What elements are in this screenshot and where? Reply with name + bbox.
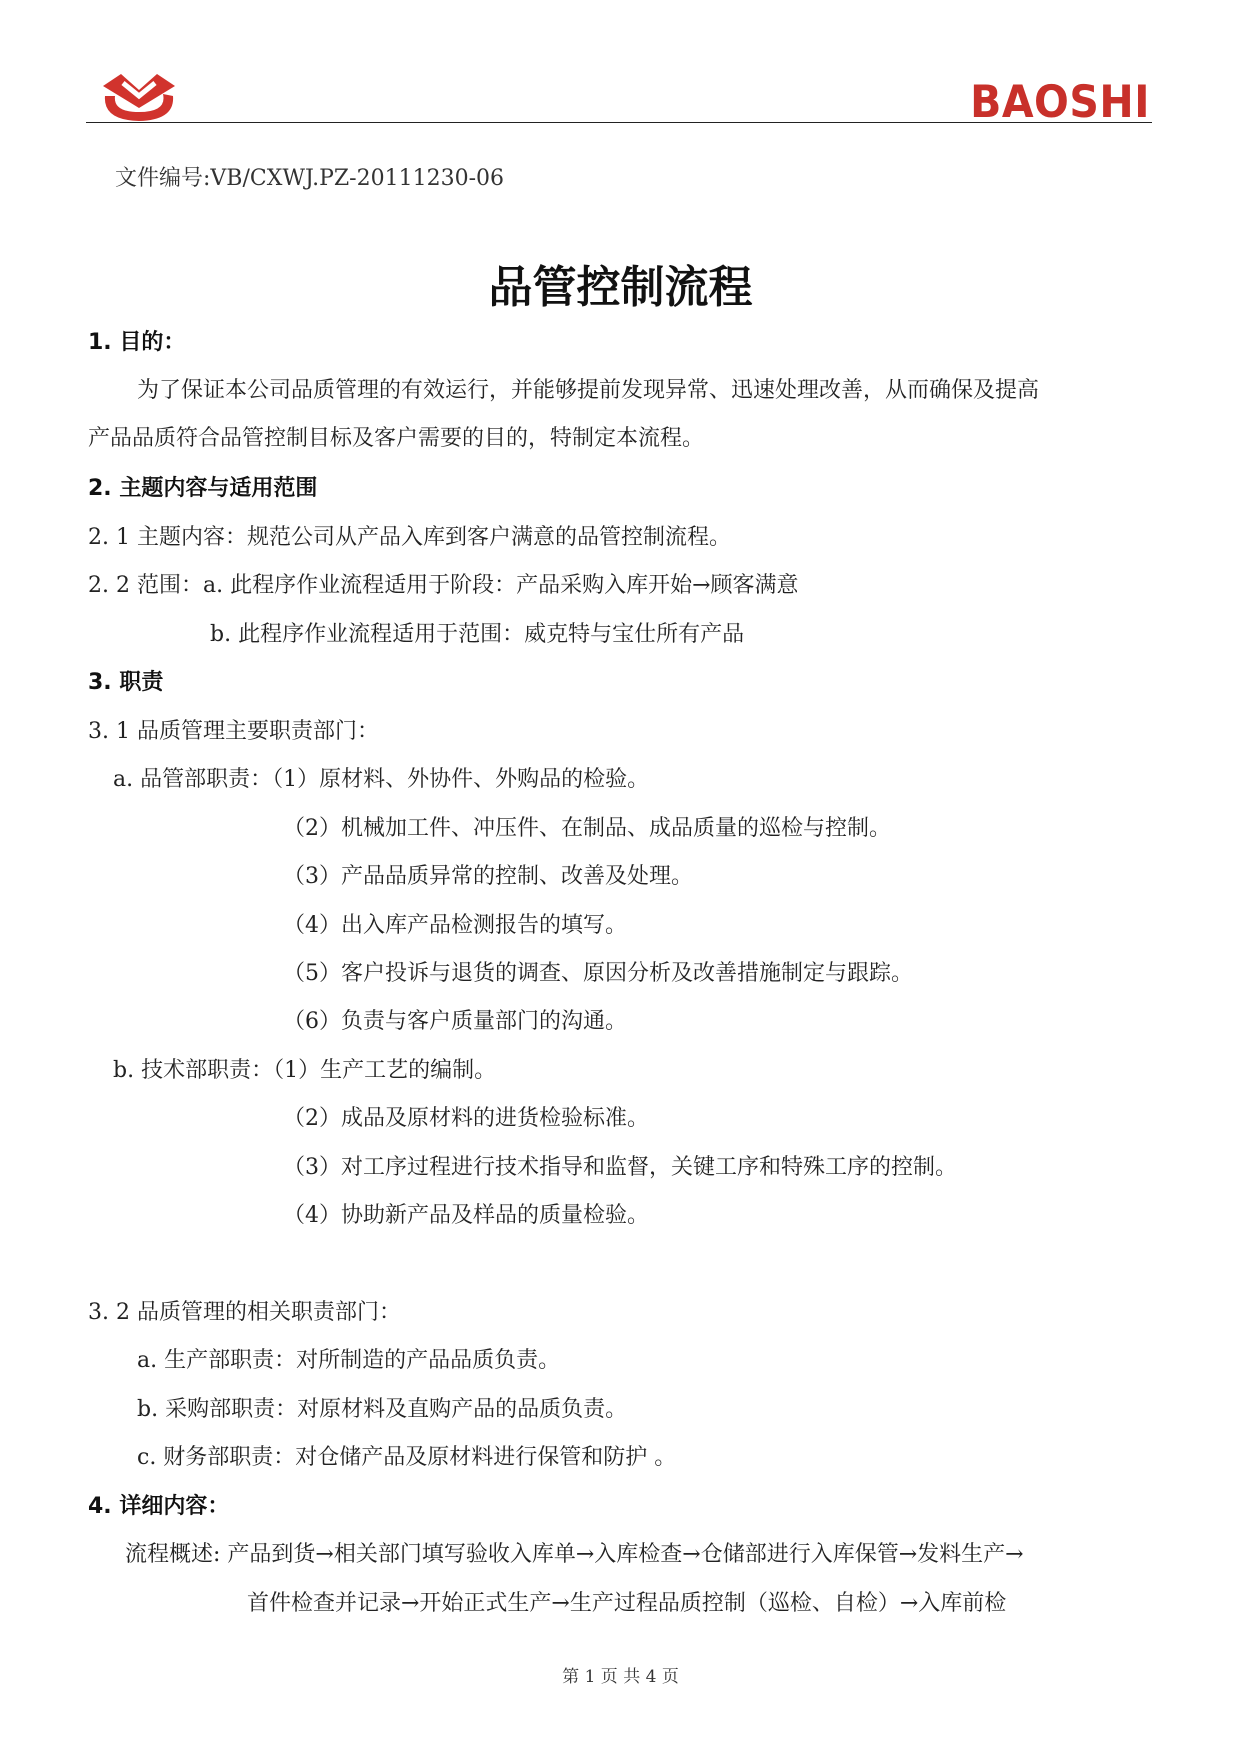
section-2-2-scope-a: 2. 2 范围：a. 此程序作业流程适用于阶段：产品采购入库开始→顾客满意 <box>88 573 799 598</box>
vb-logo-icon <box>99 74 179 124</box>
tech-dept-duty-2: （2）成品及原材料的进货检验标准。 <box>283 1106 649 1131</box>
section-2-heading: 2. 主题内容与适用范围 <box>88 476 318 501</box>
section-2-2-scope-b: b. 此程序作业流程适用于范围：威克特与宝仕所有产品 <box>210 622 745 647</box>
tech-dept-duty-1: b. 技术部职责：（1）生产工艺的编制。 <box>113 1058 497 1083</box>
quality-dept-duty-2: （2）机械加工件、冲压件、在制品、成品质量的巡检与控制。 <box>283 816 891 841</box>
section-3-heading: 3. 职责 <box>88 670 164 695</box>
quality-dept-duty-5: （5）客户投诉与退货的调查、原因分析及改善措施制定与跟踪。 <box>283 961 913 986</box>
quality-dept-duty-1: a. 品管部职责：（1）原材料、外协件、外购品的检验。 <box>113 767 650 792</box>
process-overview-line-2: 首件检查并记录→开始正式生产→生产过程品质控制（巡检、自检）→入库前检 <box>247 1591 1007 1616</box>
process-overview-line-1: 流程概述: 产品到货→相关部门填写验收入库单→入库检查→仓储部进行入库保管→发料生产→ <box>125 1542 1024 1567</box>
section-1-paragraph-line-1: 为了保证本公司品质管理的有效运行，并能够提前发现异常、迅速处理改善，从而确保及提高 <box>137 378 1040 403</box>
section-4-heading: 4. 详细内容： <box>88 1494 230 1519</box>
page-number-footer: 第 1 页 共 4 页 <box>562 1667 679 1687</box>
header-divider <box>86 122 1152 123</box>
section-1-paragraph-line-2: 产品品质符合品管控制目标及客户需要的目的，特制定本流程。 <box>88 426 705 451</box>
section-3-2-title: 3. 2 品质管理的相关职责部门： <box>88 1300 401 1325</box>
section-1-heading: 1. 目的： <box>88 330 186 355</box>
finance-dept-duty: c. 财务部职责：对仓储产品及原材料进行保管和防护 。 <box>137 1445 677 1470</box>
quality-dept-duty-6: （6）负责与客户质量部门的沟通。 <box>283 1009 627 1034</box>
brand-logo-text: BAOSHI <box>970 76 1150 128</box>
quality-dept-duty-3: （3）产品品质异常的控制、改善及处理。 <box>283 864 693 889</box>
production-dept-duty: a. 生产部职责：对所制造的产品品质负责。 <box>137 1348 561 1373</box>
tech-dept-duty-3: （3）对工序过程进行技术指导和监督，关键工序和特殊工序的控制。 <box>283 1155 957 1180</box>
tech-dept-duty-4: （4）协助新产品及样品的质量检验。 <box>283 1203 649 1228</box>
quality-dept-duty-4: （4）出入库产品检测报告的填写。 <box>283 913 627 938</box>
purchasing-dept-duty: b. 采购部职责：对原材料及直购产品的品质负责。 <box>137 1397 628 1422</box>
section-2-1-text: 2. 1 主题内容：规范公司从产品入库到客户满意的品管控制流程。 <box>88 525 731 550</box>
section-3-1-title: 3. 1 品质管理主要职责部门： <box>88 719 379 744</box>
document-number: 文件编号:VB/CXWJ.PZ-20111230-06 <box>115 166 505 191</box>
document-title: 品管控制流程 <box>488 262 753 313</box>
